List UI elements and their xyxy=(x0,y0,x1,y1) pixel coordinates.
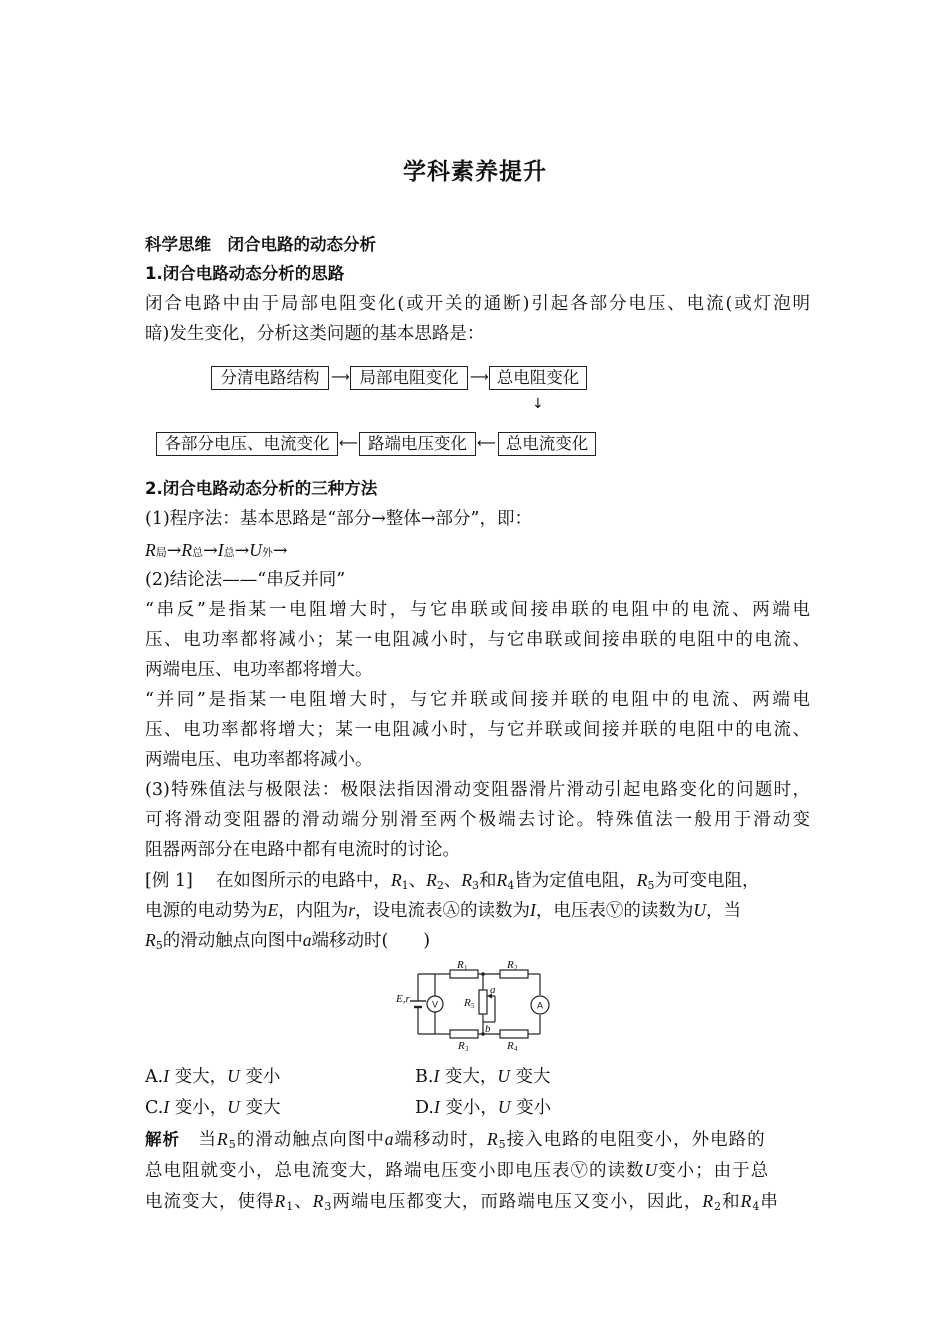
label-b: b xyxy=(485,1023,491,1035)
intro-line-2: 暗)发生变化，分析这类问题的基本思路是： xyxy=(145,324,485,344)
example-text: 的读数为 xyxy=(623,901,694,921)
analysis-line-1 xyxy=(145,1127,810,1157)
option-letter: B. xyxy=(415,1067,434,1087)
var-U: U xyxy=(249,540,262,560)
var-I: I xyxy=(217,540,224,560)
var-U: U xyxy=(227,1066,240,1086)
arrow-down-icon: ↓ xyxy=(532,396,544,412)
sub: 2 xyxy=(436,879,444,892)
var-E: E xyxy=(267,900,279,920)
example-text: 在如图所示的电路中， xyxy=(215,871,391,891)
example-text: 的读数为 xyxy=(460,901,531,921)
option-letter: A. xyxy=(145,1067,164,1087)
option-text: 变小， xyxy=(439,1098,498,1118)
flow-box-terminal-voltage: 路端电压变化 xyxy=(359,432,476,456)
sub-wai: 外 xyxy=(261,546,273,559)
var-U: U xyxy=(497,1066,510,1086)
voltmeter-icon: Ⓥ xyxy=(570,1161,589,1181)
example-text: ，设电流表 xyxy=(355,901,443,921)
resistor-R5 xyxy=(479,990,487,1014)
arrow-right-icon: ⟶ xyxy=(470,370,489,385)
var-U: U xyxy=(227,1097,240,1117)
var-R: R xyxy=(496,870,508,890)
heading-1: 1.闭合电路动态分析的思路 xyxy=(145,264,345,283)
sub-2: 2 xyxy=(514,964,518,972)
example-text: 为可变电阻， xyxy=(654,871,760,891)
var-U: U xyxy=(693,900,706,920)
option-letter: D. xyxy=(415,1098,434,1118)
var-I: I xyxy=(163,1097,170,1117)
option-B[interactable] xyxy=(415,1064,551,1089)
var-U: U xyxy=(497,1097,511,1117)
example-line-3 xyxy=(145,928,810,958)
option-text: 变大 xyxy=(239,1098,281,1118)
sep: 、 xyxy=(408,871,427,891)
var-I: I xyxy=(433,1097,440,1117)
var-R: R xyxy=(740,1191,753,1211)
analysis-text: 当 xyxy=(180,1130,217,1150)
flow-box-local-resistance: 局部电阻变化 xyxy=(350,366,468,390)
sub: 5 xyxy=(155,939,163,952)
method2-heading: (2)结论法——“串反并同” xyxy=(145,570,346,590)
sub: 3 xyxy=(472,879,480,892)
method2-p1-l2: 压、电功率都将减小；某一电阻减小时，与它串联或间接串联的电阻中的电流、 xyxy=(145,630,810,650)
label-E-r: E,r xyxy=(396,993,410,1005)
voltmeter-icon: Ⓥ xyxy=(605,901,624,921)
var-R: R xyxy=(145,540,156,560)
sub: 1 xyxy=(401,879,409,892)
sub: 2 xyxy=(714,1200,723,1213)
sub: 3 xyxy=(324,1200,333,1213)
chain-arrow: → xyxy=(234,541,250,561)
analysis-line-3 xyxy=(145,1189,810,1219)
option-letter: C. xyxy=(145,1098,164,1118)
analysis-text: 电流变大，使得 xyxy=(145,1192,275,1212)
label-R3: R xyxy=(458,1040,465,1052)
label-R2: R xyxy=(507,960,514,971)
analysis-text: 变小；由于总 xyxy=(658,1161,770,1181)
method2-p1-l3: 两端电压、电功率都将增大。 xyxy=(145,660,373,680)
var-R: R xyxy=(702,1191,715,1211)
sub: 4 xyxy=(507,879,515,892)
sub: 4 xyxy=(752,1200,761,1213)
sep: 、 xyxy=(443,871,462,891)
option-text: 变大， xyxy=(169,1067,228,1087)
var-I: I xyxy=(433,1066,440,1086)
example-line-2 xyxy=(145,898,810,923)
flow-box-part-voltage-current: 各部分电压、电流变化 xyxy=(156,432,338,456)
page-title: 学科素养提升 xyxy=(403,159,547,185)
var-R: R xyxy=(274,1191,287,1211)
option-A[interactable] xyxy=(145,1064,280,1089)
resistor-R3 xyxy=(450,1030,478,1038)
analysis-text: 串 xyxy=(760,1192,779,1212)
label-R5: R xyxy=(464,997,471,1009)
method3-l3: 阻器两部分在电路中都有电流时的讨论。 xyxy=(145,840,460,860)
sub-ju: 局 xyxy=(155,546,167,559)
junction-dot xyxy=(481,972,485,976)
analysis-text: 的读数 xyxy=(589,1161,645,1181)
method1-line: (1)程序法：基本思路是“部分→整体→部分”，即： xyxy=(145,509,533,529)
method2-p2-l1: “并同”是指某一电阻增大时，与它并联或间接并联的电阻中的电流、两端电 xyxy=(145,690,810,710)
flow-box-total-resistance: 总电阻变化 xyxy=(489,366,587,390)
and: 和 xyxy=(479,871,497,891)
voltmeter-letter: V xyxy=(431,999,439,1010)
option-text: 变小 xyxy=(239,1067,281,1087)
circuit-diagram xyxy=(395,960,555,1054)
flow-box-total-current: 总电流变化 xyxy=(498,432,596,456)
chain-arrow: → xyxy=(203,541,218,561)
sub: 5 xyxy=(498,1138,507,1151)
sub-zong: 总 xyxy=(223,546,235,559)
example-text: ，电压表 xyxy=(535,901,606,921)
sub-1: 1 xyxy=(464,964,468,972)
label-a: a xyxy=(490,984,496,996)
ammeter-icon: Ⓐ xyxy=(442,901,461,921)
var-r: r xyxy=(348,900,356,920)
example-text: 端移动时( ) xyxy=(311,931,431,951)
var-R: R xyxy=(217,1129,229,1149)
option-text: 变小， xyxy=(169,1098,228,1118)
chain-arrow: → xyxy=(272,541,288,561)
example-text: 的滑动触点向图中 xyxy=(162,931,303,951)
var-I: I xyxy=(163,1066,170,1086)
var-I: I xyxy=(530,900,536,920)
resistor-R4 xyxy=(500,1030,528,1038)
analysis-text: 两端电压都变大，而路端电压又变小，因此， xyxy=(332,1192,703,1212)
label-R1: R xyxy=(457,960,464,971)
and: 和 xyxy=(722,1192,741,1212)
method2-p2-l2: 压、电功率都将增大；某一电阻减小时，与它并联或间接并联的电阻中的电流、 xyxy=(145,720,810,740)
example-label: [例 1] xyxy=(145,871,193,891)
method2-p2-l3: 两端电压、电功率都将减小。 xyxy=(145,750,373,770)
arrow-left-icon: ⟵ xyxy=(339,436,358,451)
analysis-text: 接入电路的电阻变小，外电路的 xyxy=(506,1130,766,1150)
method3-l2: 可将滑动变阻器的滑动端分别滑至两个极端去讨论。特殊值法一般用于滑动变 xyxy=(145,810,810,830)
analysis-text: 端移动时， xyxy=(394,1130,487,1150)
sub-5: 5 xyxy=(471,1002,475,1010)
chain-arrow: → xyxy=(166,541,182,561)
flow-box-structure: 分清电路结构 xyxy=(211,366,329,390)
option-text: 变小 xyxy=(510,1098,552,1118)
example-text: 皆为定值电阻， xyxy=(514,871,637,891)
var-R: R xyxy=(461,870,473,890)
sep: 、 xyxy=(294,1192,313,1212)
analysis-text: 的滑动触点向图中 xyxy=(236,1130,385,1150)
analysis-text: 总电阻就变小，总电流变大，路端电压变小即电压表 xyxy=(145,1161,571,1181)
sub: 1 xyxy=(286,1200,295,1213)
arrow-left-icon: ⟵ xyxy=(477,436,496,451)
sub-3: 3 xyxy=(465,1045,469,1053)
sub-4: 4 xyxy=(514,1045,518,1053)
method1-chain xyxy=(145,538,810,565)
heading-2: 2.闭合电路动态分析的三种方法 xyxy=(145,479,378,498)
var-R: R xyxy=(181,540,193,560)
var-R: R xyxy=(145,930,156,950)
method2-p1-l1: “串反”是指某一电阻增大时，与它串联或间接串联的电阻中的电流、两端电 xyxy=(145,600,810,620)
var-a: a xyxy=(384,1129,395,1149)
analysis-line-2 xyxy=(145,1158,810,1183)
var-U: U xyxy=(644,1160,659,1180)
analysis-label: 解析 xyxy=(145,1130,180,1149)
option-C[interactable] xyxy=(145,1095,280,1120)
example-line-1 xyxy=(145,868,810,898)
var-R: R xyxy=(426,870,437,890)
option-text: 变大 xyxy=(509,1067,551,1087)
method3-l1: (3)特殊值法与极限法：极限法指因滑动变阻器滑片滑动引起电路变化的问题时， xyxy=(145,780,810,800)
option-text: 变大， xyxy=(439,1067,498,1087)
sub: 5 xyxy=(228,1138,237,1151)
label-R4: R xyxy=(507,1040,514,1052)
var-R: R xyxy=(390,870,402,890)
ammeter-letter: A xyxy=(536,1000,544,1011)
intro-line-1: 闭合电路中由于局部电阻变化(或开关的通断)引起各部分电压、电流(或灯泡明 xyxy=(145,294,810,314)
sub-zong: 总 xyxy=(192,546,204,559)
example-text: ，内阻为 xyxy=(278,901,349,921)
example-text: ，当 xyxy=(705,901,741,921)
example-text: 电源的电动势为 xyxy=(145,901,268,921)
var-a: a xyxy=(302,930,312,950)
arrow-right-icon: ⟶ xyxy=(331,370,350,385)
var-R: R xyxy=(486,1129,499,1149)
var-R: R xyxy=(636,870,648,890)
sub: 5 xyxy=(647,879,655,892)
section-heading: 科学思维 闭合电路的动态分析 xyxy=(145,235,376,254)
option-D[interactable] xyxy=(415,1095,551,1120)
var-R: R xyxy=(312,1191,325,1211)
